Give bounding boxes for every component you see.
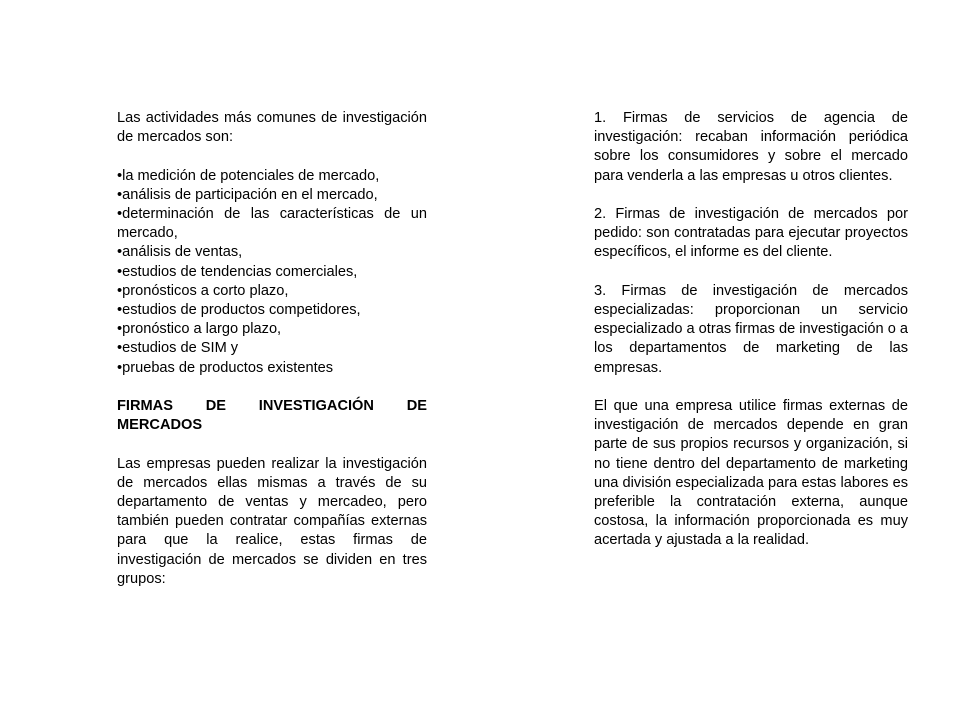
- firm-group-2-paragraph: 2. Firmas de investigación de mercados por pedido: son contratadas para ejecutar proyectos específicos, el informe es del cliente.: [594, 206, 908, 261]
- firm-group-1-paragraph: 1. Firmas de servicios de agencia de investigación: recaban información periódica sobre los consumidores y sobre el mercado para venderla a las empresas u otros clientes.: [594, 110, 908, 184]
- conclusion-paragraph: El que una empresa utilice firmas externas de investigación de mercados depende en gran parte de sus propios recursos y organización, si no tiene dentro del departamento de marketing una división especializada para estas labores es preferible la contratación externa, aunque costosa, la información proporcionada es muy acertada y ajustada a la realidad.: [594, 398, 908, 549]
- firm-group-3-paragraph: 3. Firmas de investigación de mercados especializadas: proporcionan un servicio especializado a otras firmas de investigación o a los departamentos de marketing de las empresas.: [594, 282, 908, 376]
- left-text-column: [117, 109, 427, 608]
- firms-intro-paragraph: Las empresas pueden realizar la investigación de mercados ellas mismas a través de su departamento de ventas y mercadeo, pero también pueden contratar compañías externas para que la realice, estas firmas de investigación de mercados se dividen en tres grupos:: [117, 455, 427, 587]
- right-text-column: [594, 109, 908, 570]
- activity-item: •estudios de tendencias comerciales,: [117, 263, 358, 280]
- activity-item: •determinación de las características de un mercado,: [117, 206, 427, 242]
- activity-item: •la medición de potenciales de mercado,: [117, 167, 380, 184]
- activity-item: •pruebas de productos existentes: [117, 359, 334, 376]
- activity-item: •pronóstico a largo plazo,: [117, 321, 282, 338]
- activities-intro: Las actividades más comunes de investigación de mercados son:: [117, 110, 427, 146]
- activity-item: •análisis de participación en el mercado,: [117, 186, 378, 203]
- section-heading: FIRMAS DE INVESTIGACIÓN DE MERCADOS: [117, 398, 427, 434]
- activity-item: •análisis de ventas,: [117, 244, 243, 261]
- activity-item: •estudios de productos competidores,: [117, 302, 361, 319]
- activity-item: •pronósticos a corto plazo,: [117, 282, 289, 299]
- activity-item: •estudios de SIM y: [117, 340, 239, 357]
- activities-list: [117, 167, 427, 378]
